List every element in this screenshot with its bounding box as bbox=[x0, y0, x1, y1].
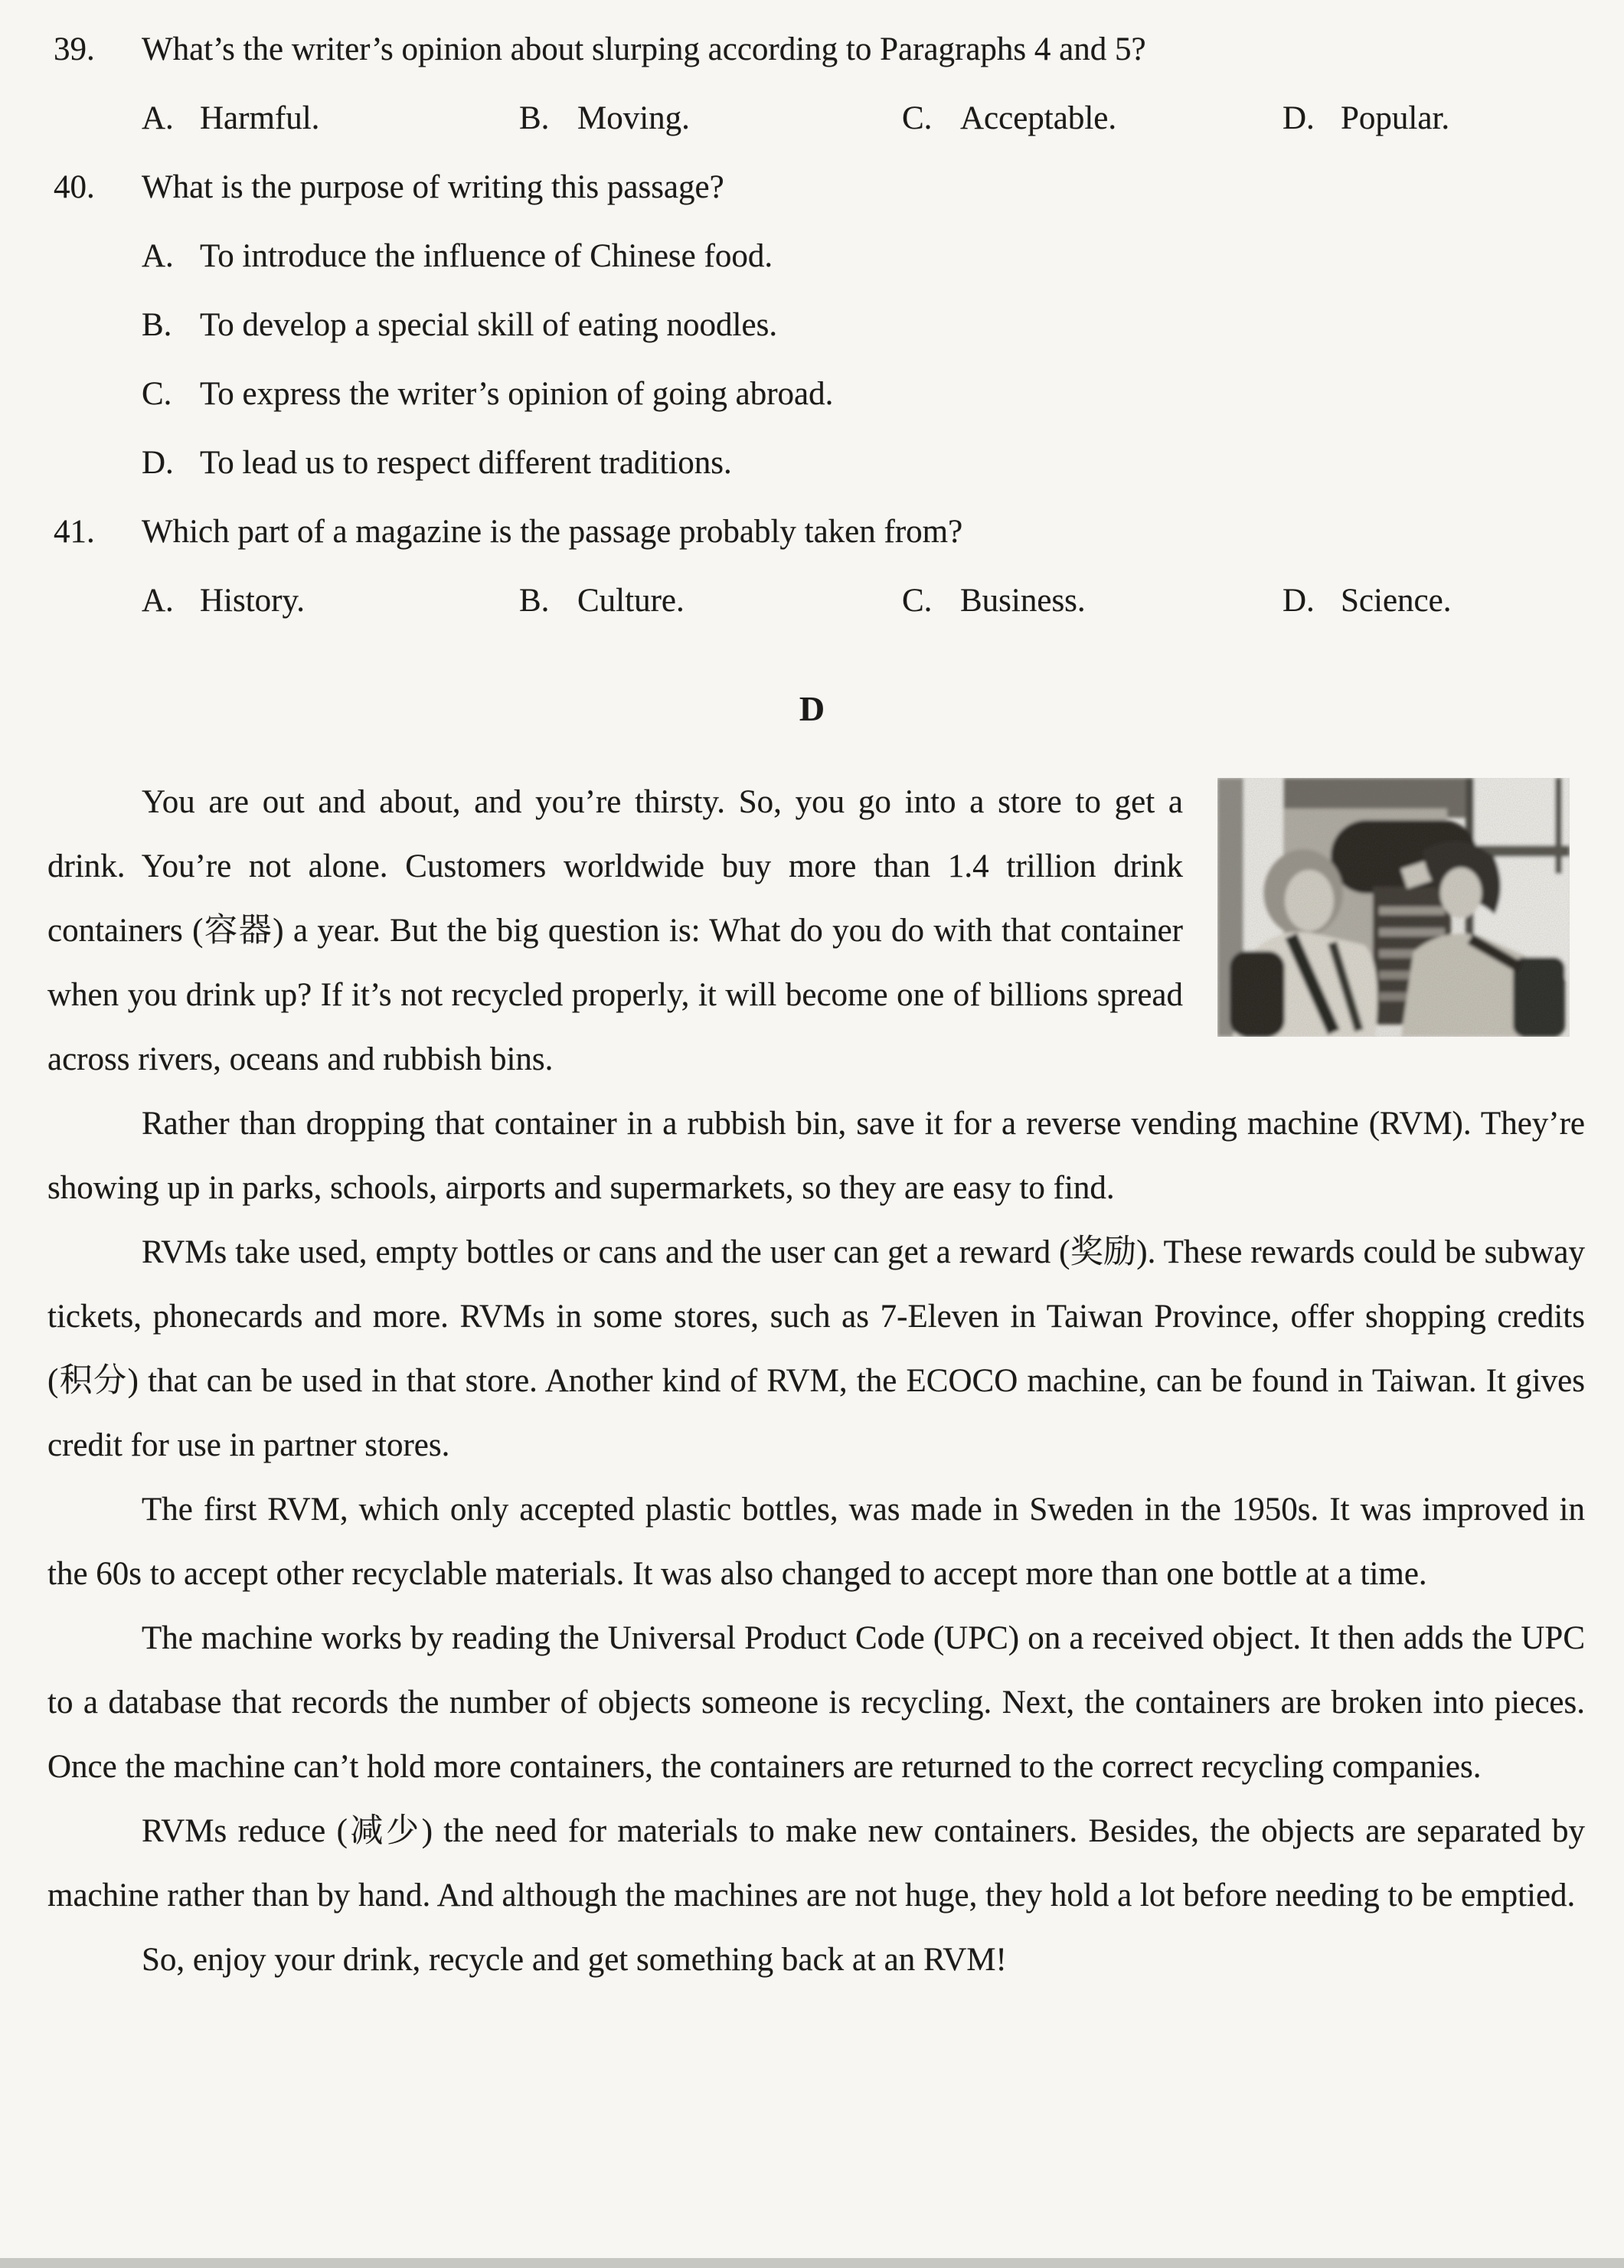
option-39-b-label: B. bbox=[519, 100, 550, 136]
option-40-d bbox=[47, 429, 1585, 498]
paragraph-1 bbox=[47, 770, 1585, 1092]
option-41-d-text: Science. bbox=[1341, 583, 1452, 619]
option-40-b bbox=[47, 291, 1585, 360]
question-41-text: Which part of a magazine is the passage probably taken from? bbox=[142, 514, 963, 550]
option-40-a-text: To introduce the influence of Chinese food. bbox=[200, 238, 773, 274]
paragraph-6: RVMs reduce (减少) the need for materials to make new containers. Besides, the objects are separated by machine rather than by hand. And although the machines are not huge, they hold a lot before needing to be emptied. bbox=[47, 1813, 1585, 1913]
option-41-c-text: Business. bbox=[960, 583, 1086, 619]
option-41-a bbox=[142, 567, 305, 636]
question-41-options bbox=[47, 567, 1585, 636]
question-39-options bbox=[47, 84, 1585, 153]
option-41-b-label: B. bbox=[519, 583, 550, 619]
questions-section bbox=[0, 0, 1624, 636]
option-39-a bbox=[142, 84, 319, 153]
option-40-b-label: B. bbox=[142, 307, 172, 343]
option-41-c bbox=[902, 567, 1086, 636]
option-40-d-text: To lead us to respect different traditions. bbox=[200, 445, 732, 481]
question-39 bbox=[47, 15, 1585, 84]
scan-artifact-bar bbox=[0, 2258, 1624, 2268]
option-39-c-text: Acceptable. bbox=[960, 100, 1117, 136]
option-39-c-label: C. bbox=[902, 100, 933, 136]
option-39-d-text: Popular. bbox=[1341, 100, 1450, 136]
option-40-a bbox=[47, 222, 1585, 291]
question-40 bbox=[47, 153, 1585, 222]
option-39-c bbox=[902, 84, 1116, 153]
paragraph-5: The machine works by reading the Universal Product Code (UPC) on a received object. It then adds the UPC to a database that records the number of objects someone is recycling. Next, the containers are broken into pieces. Once the machine can’t hold more containers, the containers are returned to the correct recycling companies. bbox=[47, 1620, 1585, 1785]
option-41-d bbox=[1283, 567, 1451, 636]
option-40-b-text: To develop a special skill of eating noodles. bbox=[200, 307, 778, 343]
option-39-a-text: Harmful. bbox=[200, 100, 320, 136]
option-40-d-label: D. bbox=[142, 445, 174, 481]
paragraph-4: The first RVM, which only accepted plastic bottles, was made in Sweden in the 1950s. It was improved in the 60s to accept other recyclable materials. It was also changed to accept more than one bottle at a time. bbox=[47, 1492, 1585, 1592]
option-39-d-label: D. bbox=[1283, 100, 1315, 136]
paragraph-1-text: You are out and about, and you’re thirsty. So, you go into a store to get a drink. You’re not alone. Customers worldwide buy more than 1.4 trillion drink containers (容器) a year. But the big question is: What do you do with that container when you drink up? If it’s not recycled properly, it will become one of billions spread across rivers, oceans and rubbish bins. bbox=[47, 784, 1183, 1077]
question-41-number: 41. bbox=[54, 514, 95, 550]
option-39-d bbox=[1283, 84, 1449, 153]
option-40-c bbox=[47, 360, 1585, 429]
question-40-text: What is the purpose of writing this passage? bbox=[142, 169, 724, 205]
passage-photo-image bbox=[1217, 778, 1570, 1037]
question-39-number: 39. bbox=[54, 31, 95, 67]
option-41-a-label: A. bbox=[142, 583, 174, 619]
option-41-b-text: Culture. bbox=[577, 583, 685, 619]
paragraph-7: So, enjoy your drink, recycle and get something back at an RVM! bbox=[142, 1942, 1007, 1978]
option-40-c-label: C. bbox=[142, 376, 172, 412]
option-39-a-label: A. bbox=[142, 100, 174, 136]
option-39-b bbox=[519, 84, 690, 153]
option-40-a-label: A. bbox=[142, 238, 174, 274]
passage-d bbox=[0, 770, 1624, 1992]
option-39-b-text: Moving. bbox=[577, 100, 690, 136]
option-41-b bbox=[519, 567, 685, 636]
passage-photo bbox=[1217, 778, 1570, 1037]
option-41-a-text: History. bbox=[200, 583, 305, 619]
question-40-number: 40. bbox=[54, 169, 95, 205]
option-40-c-text: To express the writer’s opinion of going abroad. bbox=[200, 376, 834, 412]
paragraph-2: Rather than dropping that container in a rubbish bin, save it for a reverse vending machine (RVM). They’re showing up in parks, schools, airports and supermarkets, so they are easy to find. bbox=[47, 1106, 1585, 1206]
option-41-c-label: C. bbox=[902, 583, 933, 619]
passage-section-heading: D bbox=[799, 689, 825, 728]
question-41 bbox=[47, 498, 1585, 567]
paragraph-3: RVMs take used, empty bottles or cans and the user can get a reward (奖励). These rewards could be subway tickets, phonecards and more. RVMs in some stores, such as 7-Eleven in Taiwan Province, offer shopping credits (积分) that can be used in that store. Another kind of RVM, the ECOCO machine, can be found in Taiwan. It gives credit for use in partner stores. bbox=[47, 1234, 1585, 1463]
option-41-d-label: D. bbox=[1283, 583, 1315, 619]
question-39-text: What’s the writer’s opinion about slurping according to Paragraphs 4 and 5? bbox=[142, 31, 1146, 67]
